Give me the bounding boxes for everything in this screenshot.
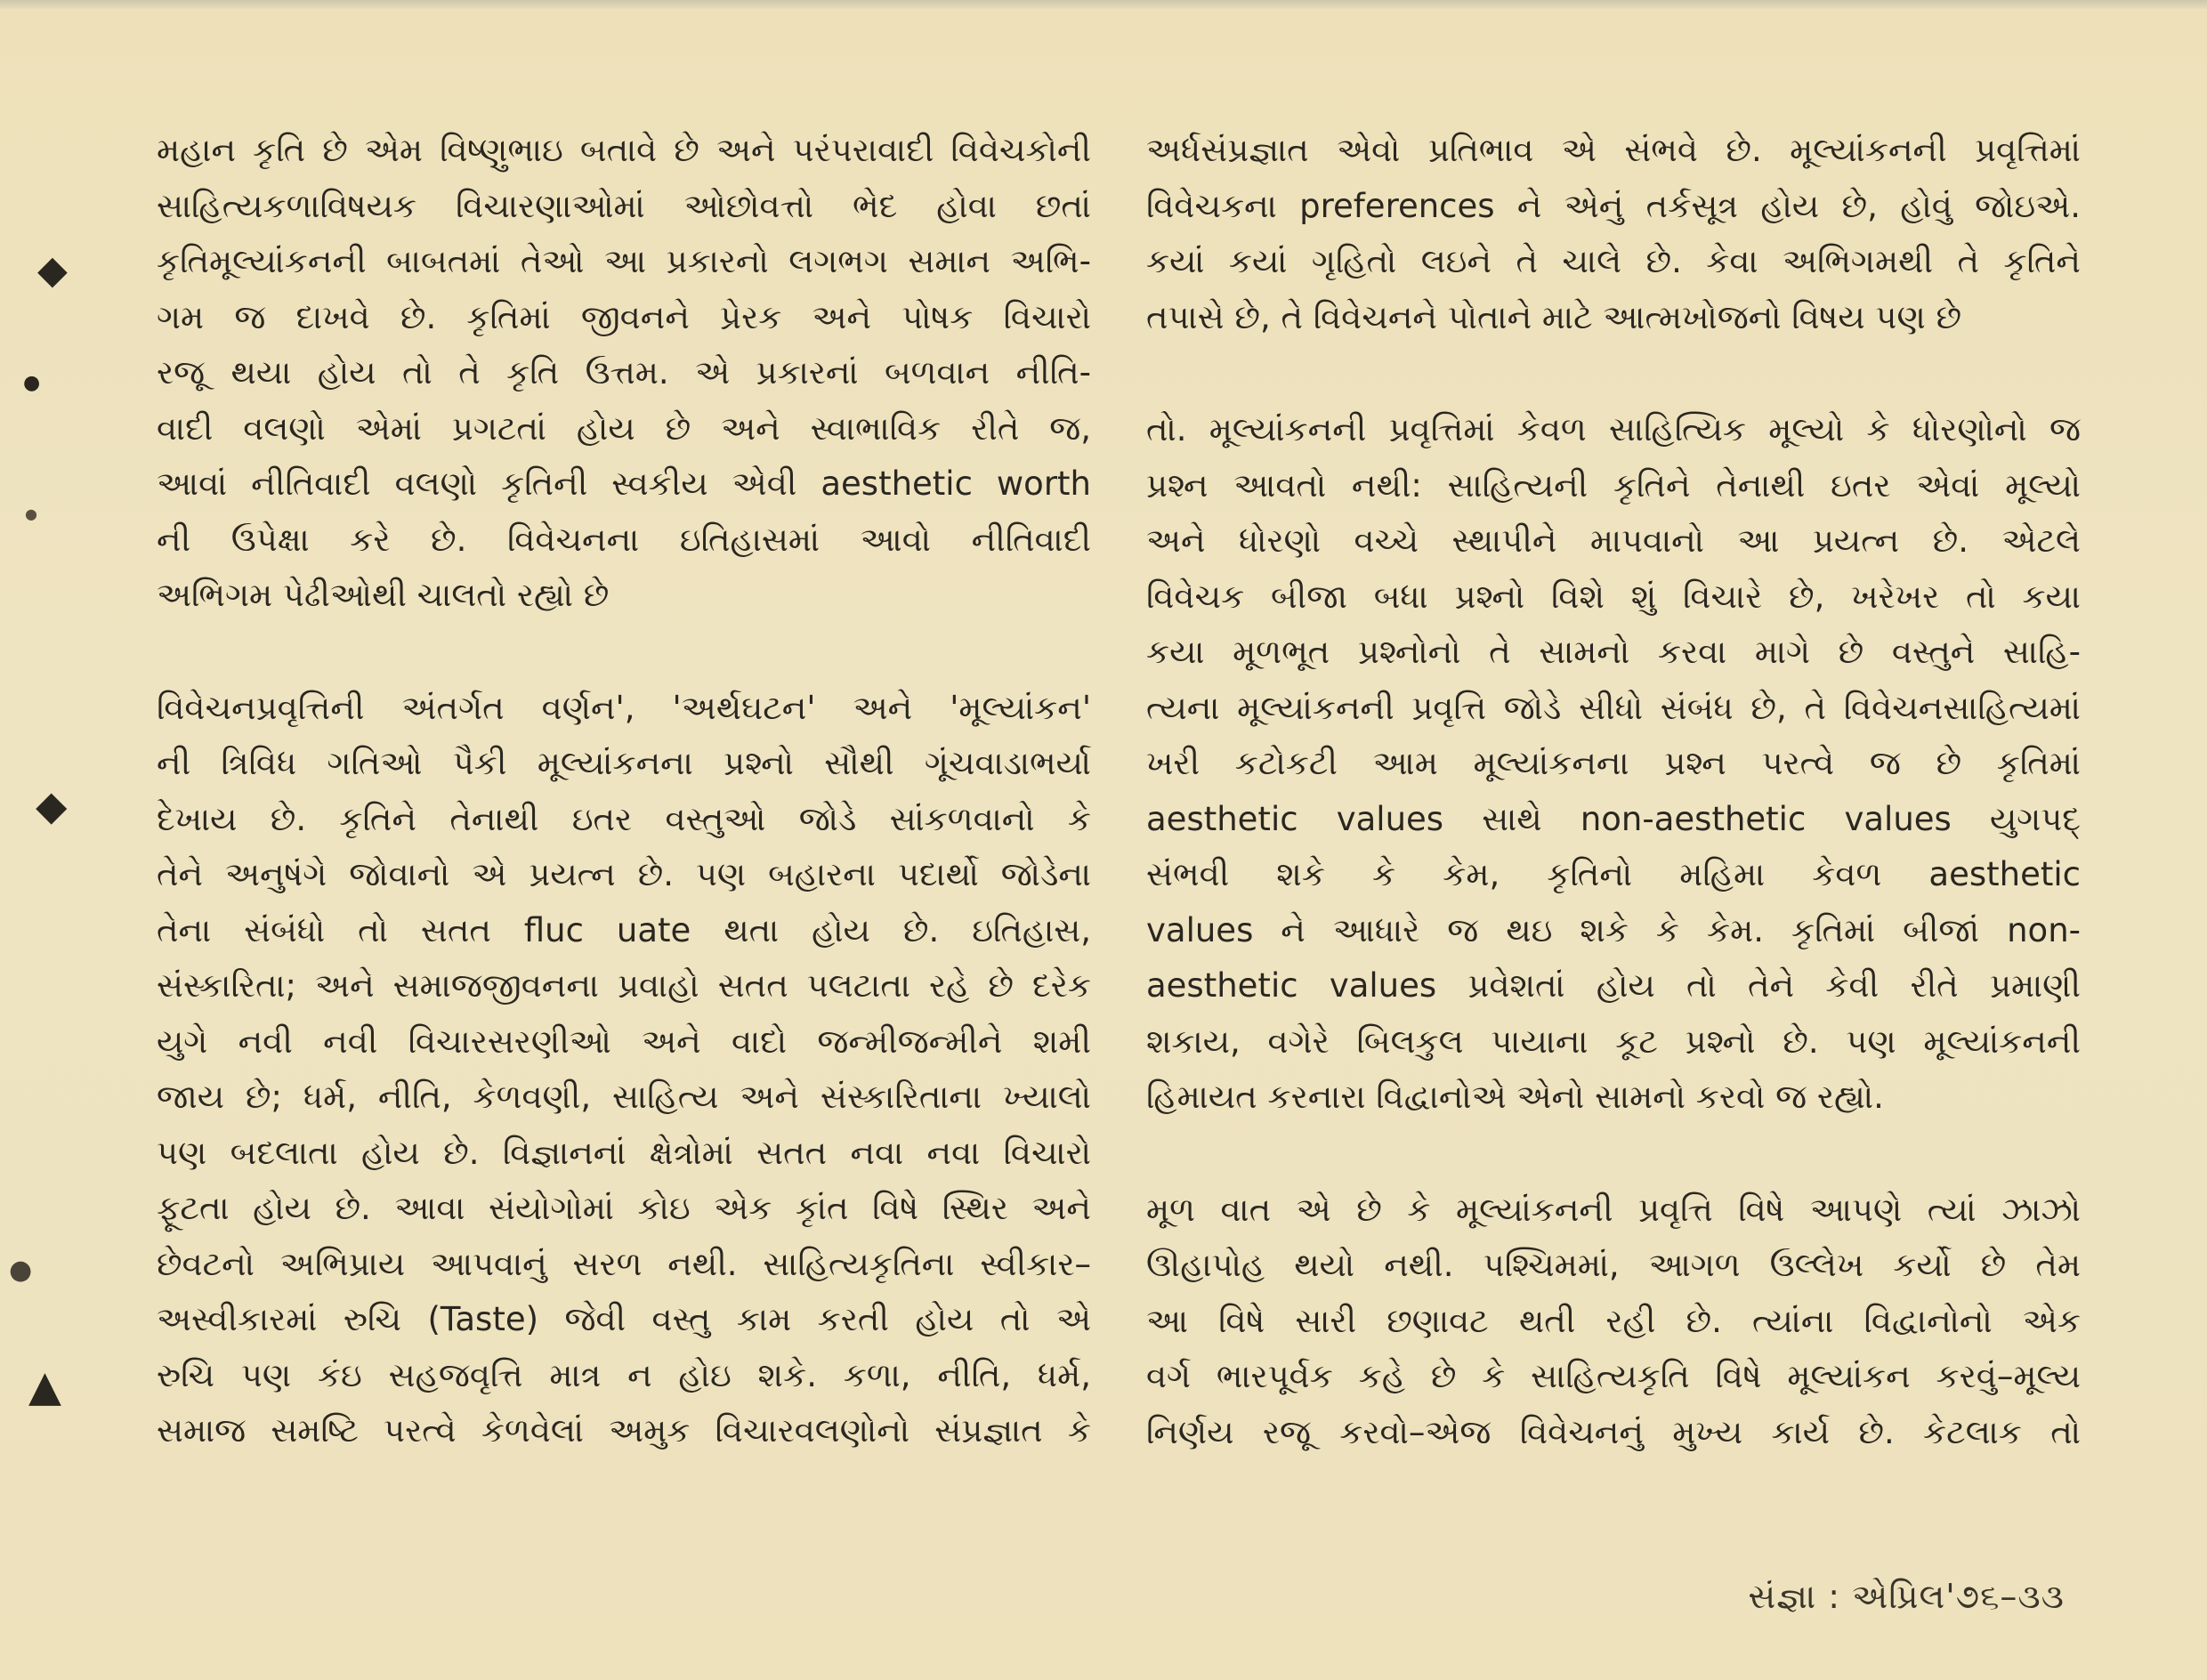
right-column [1146, 123, 2081, 1460]
binding-dot-mark: ● [25, 505, 37, 522]
text-line: સાહિત્યકળાવિષયક વિચારણાઓમાં ઓછોવત્તો ભેદ હોવા છતાં [157, 186, 1091, 225]
binding-dot-mark: ● [23, 372, 41, 394]
text-line: અર્ધસંપ્રજ્ઞાત એવો પ્રતિભાવ એ સંભવે છે. મૂલ્યાંકનની પ્રવૃત્તિમાં [1146, 131, 2081, 169]
binding-dot-mark: ● [9, 1255, 33, 1286]
binding-hole-mark: ◆ [36, 781, 68, 829]
text-line: તેના સંબંધો તો સતત fluc uate થતા હોય છે. ઇતિહાસ, [157, 910, 1091, 949]
text-line: હિમાયત કરનારા વિદ્વાનોએ એનો સામનો કરવો જ રહ્યો. [1146, 1078, 1884, 1116]
text-line: સંસ્કારિતા; અને સમાજજીવનના પ્રવાહો સતત પલટાતા રહે છે દરેક [157, 966, 1091, 1005]
text-line: આવાં નીતિવાદી વલણો કૃતિની સ્વકીય એવી aesthetic worth [157, 464, 1091, 503]
text-line: નિર્ણય રજૂ કરવો–એજ વિવેચનનું મુખ્ય કાર્ય છે. કેટલાક તો [1146, 1412, 2081, 1451]
binding-hole-mark: ▲ [28, 1361, 61, 1411]
text-line: રજૂ થયા હોય તો તે કૃતિ ઉત્તમ. એ પ્રકારનાં બળવાન નીતિ- [157, 353, 1091, 392]
text-line: અસ્વીકારમાં રુચિ (Taste) જેવી વસ્તુ કામ કરતી હોય તો એ [157, 1300, 1091, 1338]
text-line: values ને આધારે જ થઇ શકે કે કેમ. કૃતિમાં બીજાં non- [1146, 910, 2081, 949]
text-line: ત્યના મૂલ્યાંકનની પ્રવૃત્તિ જોડે સીધો સંબંધ છે, તે વિવેચનસાહિત્યમાં [1146, 688, 2081, 727]
text-line: જાય છે; ધર્મ, નીતિ, કેળવણી, સાહિત્ય અને સંસ્કારિતાના ખ્યાલો [157, 1078, 1091, 1116]
text-line: કયાં કયાં ગૃહિતો લઇને તે ચાલે છે. કેવા અભિગમથી તે કૃતિને [1146, 242, 2081, 280]
text-line: સમાજ સમષ્ટિ પરત્વે કેળવેલાં અમુક વિચારવલણોનો સંપ્રજ્ઞાત કે [157, 1411, 1091, 1450]
text-line: ખરી કટોકટી આમ મૂલ્યાંકનના પ્રશ્ન પરત્વે જ છે કૃતિમાં [1146, 744, 2081, 782]
text-line: તો. મૂલ્યાંકનની પ્રવૃત્તિમાં કેવળ સાહિત્યિક મૂલ્યો કે ધોરણોનો જ [1146, 410, 2081, 448]
text-line: યુગે નવી નવી વિચારસરણીઓ અને વાદો જન્મીજન્મીને શમી [157, 1022, 1091, 1061]
text-line: તેને અનુષંગે જોવાનો એ પ્રયત્ન છે. પણ બહારના પદાર્થો જોડેના [157, 855, 1091, 893]
text-line: શકાય, વગેરે બિલકુલ પાયાના કૂટ પ્રશ્નો છે. પણ મૂલ્યાંકનની [1146, 1022, 2081, 1061]
page-folio: સંજ્ઞા : એપ્રિલ'૭૬–૩૩ [1748, 1577, 2065, 1616]
text-line: રુચિ પણ કંઇ સહજવૃત્તિ માત્ર ન હોઇ શકે. કળા, નીતિ, ધર્મ, [157, 1355, 1091, 1394]
text-line: તપાસે છે, તે વિવેચનને પોતાને માટે આત્મખોજનો વિષય પણ છે [1146, 297, 1962, 336]
right-paragraph-1 [1146, 123, 2081, 345]
text-line: વર્ગ ભારપૂર્વક કહે છે કે સાહિત્યકૃતિ વિષે મૂલ્યાંકન કરવું–મૂલ્ય [1146, 1357, 2081, 1395]
text-line: ઊહાપોહ થયો નથી. પશ્ચિમમાં, આગળ ઉલ્લેખ કર્યો છે તેમ [1146, 1246, 2081, 1284]
text-line: ગમ જ દાખવે છે. કૃતિમાં જીવનને પ્રેરક અને પોષક વિચારો [157, 297, 1091, 336]
right-paragraph-2 [1146, 402, 2081, 1126]
binding-hole-mark: ◆ [37, 247, 68, 293]
text-line: છેવટનો અભિપ્રાય આપવાનું સરળ નથી. સાહિત્યકૃતિના સ્વીકાર– [157, 1244, 1091, 1283]
left-paragraph-1 [157, 123, 1091, 624]
text-line: aesthetic values સાથે non-aesthetic values યુગપદ્ [1146, 799, 2081, 838]
text-line: અને ધોરણો વચ્ચે સ્થાપીને માપવાનો આ પ્રયત્ન છે. એટલે [1146, 521, 2081, 560]
text-line: કૃતિમૂલ્યાંકનની બાબતમાં તેઓ આ પ્રકારનો લગભગ સમાન અભિ- [157, 242, 1091, 280]
text-line: વિવેચકના preferences ને એનું તર્કસૂત્ર હોય છે, હોવું જોઇએ. [1146, 186, 2081, 225]
paragraph-gap [1146, 1126, 2081, 1183]
text-line: ની ત્રિવિધ ગતિઓ પૈકી મૂલ્યાંકનના પ્રશ્નો સૌથી ગૂંચવાડાભર્યા [157, 744, 1091, 782]
text-line: અભિગમ પેઢીઓથી ચાલતો રહ્યો છે [157, 576, 610, 614]
text-line: પ્રશ્ન આવતો નથી: સાહિત્યની કૃતિને તેનાથી ઇતર એવાં મૂલ્યો [1146, 465, 2081, 505]
paragraph-gap [157, 624, 1091, 681]
left-paragraph-2 [157, 681, 1091, 1459]
text-line: મહાન કૃતિ છે એમ વિષ્ણુભાઇ બતાવે છે અને પરંપરાવાદી વિવેચકોની [157, 131, 1091, 169]
page-top-edge [0, 0, 2207, 9]
text-line: વિવેચક બીજા બધા પ્રશ્નો વિશે શું વિચારે છે, ખરેખર તો કયા [1146, 577, 2081, 616]
text-line: સંભવી શકે કે કેમ, કૃતિનો મહિમા કેવળ aesthetic [1146, 855, 2081, 893]
left-column [157, 123, 1091, 1459]
paragraph-gap [1146, 345, 2081, 402]
text-line: મૂળ વાત એ છે કે મૂલ્યાંકનની પ્રવૃત્તિ વિષે આપણે ત્યાં ઝાઝો [1146, 1190, 2081, 1229]
text-line: વાદી વલણો એમાં પ્રગટતાં હોય છે અને સ્વાભાવિક રીતે જ, [157, 408, 1091, 448]
text-line: આ વિષે સારી છણાવટ થતી રહી છે. ત્યાંના વિદ્વાનોનો એક [1146, 1301, 2081, 1340]
right-paragraph-3 [1146, 1183, 2081, 1461]
text-line: કયા મૂળભૂત પ્રશ્નોનો તે સામનો કરવા માગે છે વસ્તુને સાહિ- [1146, 633, 2081, 671]
text-line: દેખાય છે. કૃતિને તેનાથી ઇતર વસ્તુઓ જોડે સાંકળવાનો કે [157, 799, 1091, 838]
text-line: વિવેચનપ્રવૃત્તિની અંતર્ગત વર્ણન', 'અર્થઘટન' અને 'મૂલ્યાંકન' [157, 688, 1091, 727]
text-line: પણ બદલાતા હોય છે. વિજ્ઞાનનાં ક્ષેત્રોમાં સતત નવા નવા વિચારો [157, 1133, 1091, 1172]
text-line: aesthetic values પ્રવેશતાં હોય તો તેને કેવી રીતે પ્રમાણી [1146, 966, 2081, 1005]
text-line: ની ઉપેક્ષા કરે છે. વિવેચનના ઇતિહાસમાં આવો નીતિવાદી [157, 520, 1091, 559]
text-line: ફૂટતા હોય છે. આવા સંયોગોમાં કોઇ એક કૃાંત વિષે સ્થિર અને [157, 1189, 1091, 1227]
